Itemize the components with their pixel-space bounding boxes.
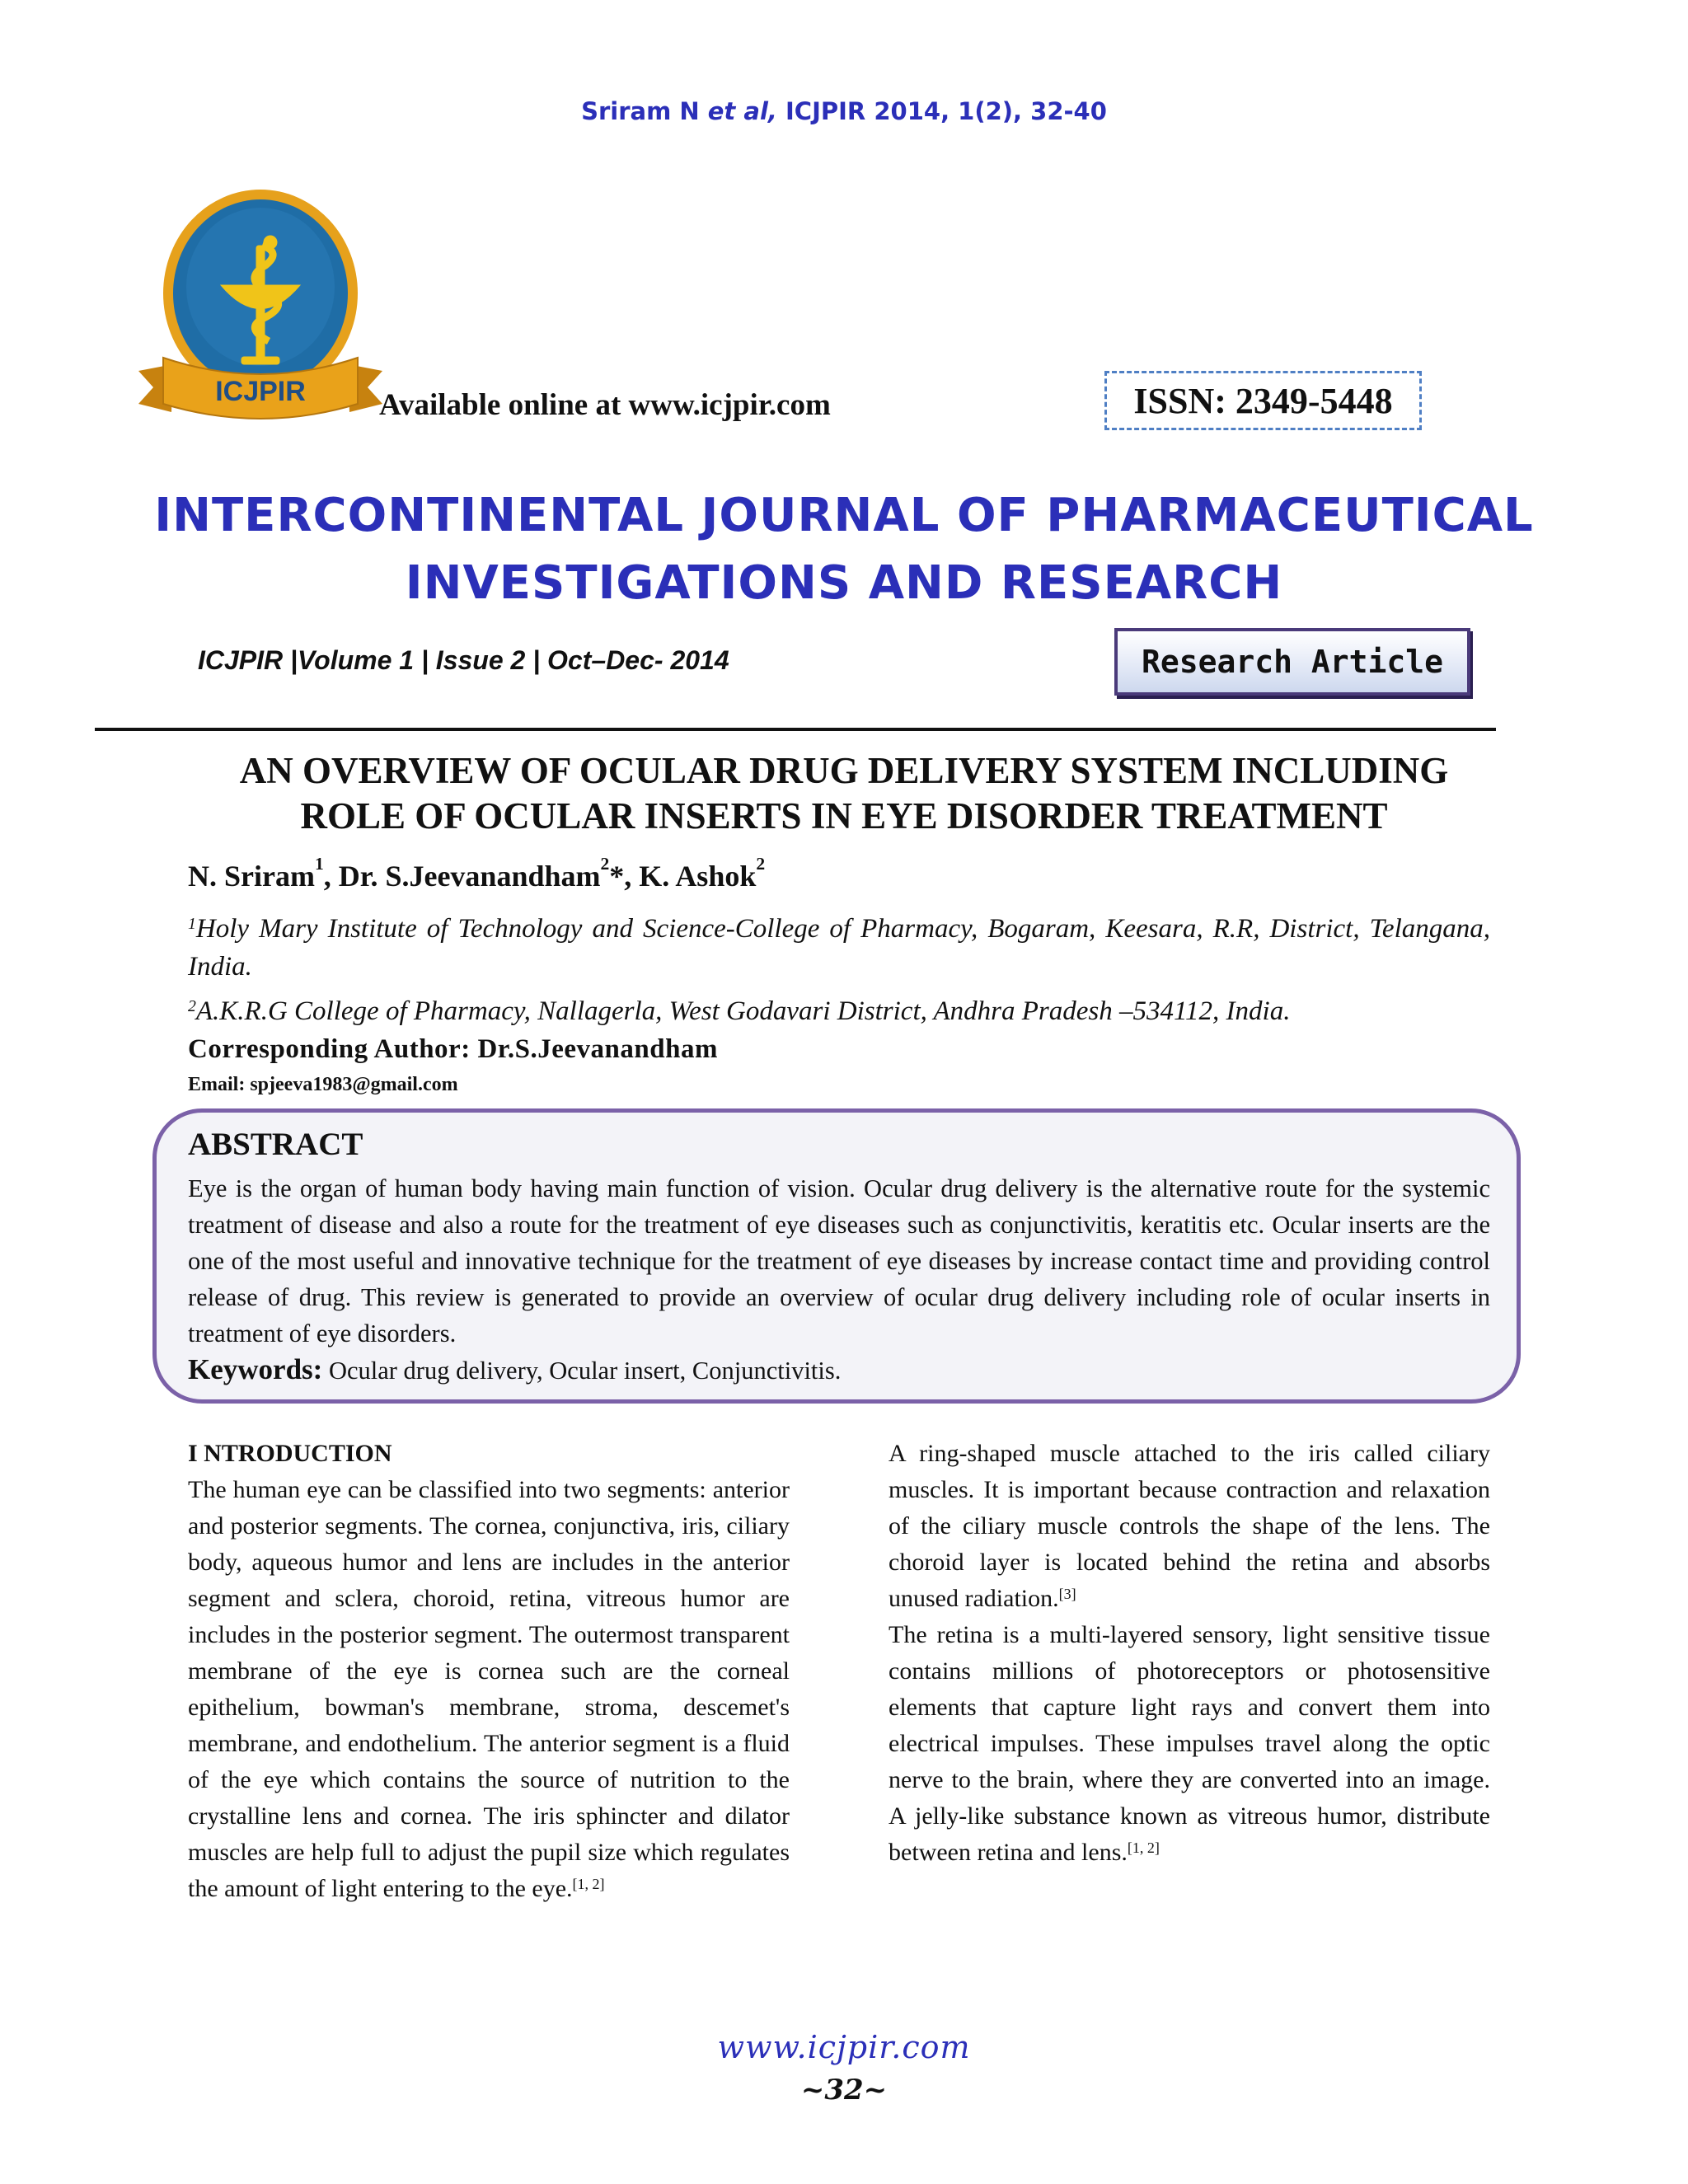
- paragraph-text: A ring-shaped muscle attached to the iris called ciliary muscles. It is important because contraction and relaxation of the ciliary muscle controls the shape of the lens. The choroid layer is located behind the retina and absorbs unused radiation.: [889, 1440, 1490, 1612]
- issue-line: ICJPIR |Volume 1 | Issue 2 | Oct–Dec- 2014: [198, 645, 729, 675]
- paragraph-text: The human eye can be classified into two segments: anterior and posterior segments. The cornea, conjunctiva, iris, ciliary body, aqueous humor and lens are includes in the anterior segment and sclera, choroid, retina, vitreous humor are includes in the posterior segment. The outermost transparent membrane of the eye is cornea such are the corneal epithelium, bowman's membrane, stroma, descemet's membrane, and endothelium. The anterior segment is a fluid of the eye which contains the source of nutrition to the crystalline lens and cornea. The iris sphincter and dilator muscles are help full to adjust the pupil size which regulates the amount of light entering to the eye.: [188, 1476, 790, 1902]
- citation-ref: [1, 2]: [1127, 1840, 1160, 1856]
- affiliation-text: A.K.R.G College of Pharmacy, Nallagerla, West Godavari District, Andhra Pradesh –534112, India.: [195, 996, 1291, 1026]
- citation-ref: [3]: [1058, 1586, 1076, 1602]
- body-paragraph: [889, 1617, 1490, 1871]
- body-column-left: [188, 1436, 790, 1907]
- paragraph-text: The retina is a multi-layered sensory, light sensitive tissue contains millions of photoreceptors or photosensitive elements that capture light rays and convert them into electrical impulses. These impulses travel along the optic nerve to the brain, where they are converted into an image. A jelly-like substance known as vitreous humor, distribute between retina and lens.: [889, 1621, 1490, 1866]
- author-separator: ,: [323, 860, 339, 893]
- affiliation-mark: 1: [188, 915, 196, 933]
- available-online: Available online at www.icjpir.com: [379, 388, 831, 422]
- running-head-citation: ICJPIR 2014, 1(2), 32-40: [776, 97, 1107, 125]
- keywords-label: Keywords:: [188, 1353, 323, 1385]
- body-paragraph: [188, 1472, 790, 1907]
- svg-text:ICJPIR: ICJPIR: [215, 376, 306, 407]
- running-head-etal: et al,: [707, 97, 777, 125]
- issn-box: ISSN: 2349-5448: [1104, 371, 1422, 430]
- journal-name-line-1: INTERCONTINENTAL JOURNAL OF PHARMACEUTICAL: [154, 489, 1534, 542]
- author-affiliation-mark: 2: [756, 854, 766, 874]
- footer-url[interactable]: www.icjpir.com: [717, 2029, 971, 2065]
- affiliation-mark: 2: [188, 997, 196, 1015]
- header-rule: [95, 728, 1496, 731]
- author-email: Email: spjeeva1983@gmail.com: [188, 1074, 458, 1095]
- affiliation: [188, 992, 1490, 1030]
- abstract-text: Eye is the organ of human body having main function of vision. Ocular drug delivery is the alternative route for the systemic treatment of disease and also a route for the treatment of eye diseases such as conjunctivitis, keratitis etc. Ocular inserts are the one of the most useful and innovative technique for the treatment of eye diseases by increase contact time and providing control release of drug. This review is generated to provide an overview of ocular drug delivery including role of ocular inserts in treatment of eye disorders.: [188, 1174, 1490, 1347]
- affiliation: [188, 910, 1490, 986]
- author-affiliation-mark: 1: [314, 854, 324, 874]
- author-name: Dr. S.Jeevanandham: [338, 860, 601, 893]
- running-head: [0, 97, 1688, 125]
- article-type-badge: Research Article: [1114, 628, 1470, 696]
- keywords-list: Ocular drug delivery, Ocular insert, Conjunctivitis.: [322, 1357, 842, 1385]
- body-paragraph: [889, 1436, 1490, 1617]
- paper-title-line-1: AN OVERVIEW OF OCULAR DRUG DELIVERY SYSTEM INCLUDING: [239, 750, 1449, 791]
- author-name: N. Sriram: [188, 860, 315, 893]
- paper-title: [82, 748, 1606, 839]
- journal-name-line-2: INVESTIGATIONS AND RESEARCH: [405, 556, 1283, 610]
- journal-logo: [138, 188, 382, 429]
- keywords: [188, 1353, 841, 1386]
- author-separator: *,: [609, 860, 640, 893]
- paper-title-line-2: ROLE OF OCULAR INSERTS IN EYE DISORDER TREATMENT: [300, 795, 1388, 837]
- affiliation-text: Holy Mary Institute of Technology and Science-College of Pharmacy, Bogaram, Keesara, R.R, District, Telangana, India.: [188, 914, 1490, 982]
- citation-ref: [1, 2]: [572, 1876, 605, 1892]
- body-column-right: [889, 1436, 1490, 1871]
- section-heading-introduction: I NTRODUCTION: [188, 1440, 392, 1467]
- journal-name: [0, 482, 1688, 617]
- corresponding-author: Corresponding Author: Dr.S.Jeevanandham: [188, 1034, 718, 1064]
- abstract-heading: ABSTRACT: [188, 1127, 363, 1162]
- running-head-author: Sriram N: [581, 97, 708, 125]
- page-number: ~32~: [800, 2074, 888, 2107]
- author-list: [188, 854, 766, 893]
- author-affiliation-mark: 2: [600, 854, 610, 874]
- author-name: K. Ashok: [639, 860, 757, 893]
